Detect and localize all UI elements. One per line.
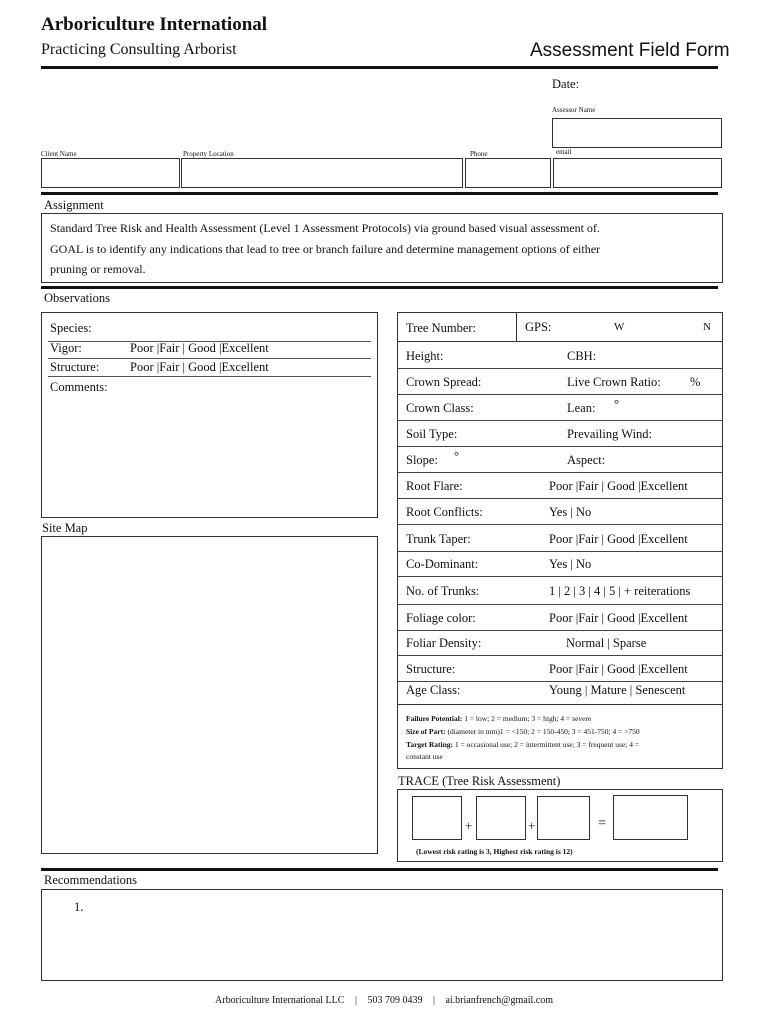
row-crown-spread [398, 369, 722, 395]
co-dominant-options[interactable]: Yes | No [549, 557, 592, 571]
crown-class-label: Crown Class: [406, 401, 474, 415]
trunk-taper-label: Trunk Taper: [406, 532, 471, 546]
assessor-label: Assessor Name [552, 106, 596, 114]
tree-structure-label: Structure: [406, 662, 456, 676]
row-foliar-density [398, 631, 722, 656]
target-rating-text: 1 = occasional use; 2 = intermittent use; 3 = frequent use; 4 = [454, 740, 640, 749]
assignment-line-3: pruning or removal. [50, 262, 146, 276]
client-label: Client Name [41, 150, 77, 158]
structure-label: Structure: [50, 360, 100, 374]
slope-label: Slope: [406, 453, 438, 467]
structure-options[interactable]: Poor |Fair | Good |Excellent [130, 360, 269, 374]
trace-input-3[interactable] [537, 796, 590, 840]
target-rating-line [406, 740, 639, 749]
footer-email[interactable]: ai.brianfrench@gmail.com [445, 995, 553, 1006]
date-label: Date: [552, 77, 580, 91]
divider-assignment [41, 192, 718, 195]
row-trunks [398, 577, 722, 605]
structure-underline [48, 376, 371, 377]
recommendations-box[interactable] [41, 889, 723, 981]
phone-field[interactable] [465, 158, 551, 188]
root-conflicts-label: Root Conflicts: [406, 505, 483, 519]
vigor-options[interactable]: Poor |Fair | Good |Excellent [130, 341, 269, 355]
observations-heading: Observations [44, 291, 110, 305]
trace-input-2[interactable] [476, 796, 526, 840]
row-root-flare [398, 473, 722, 499]
email-field[interactable] [553, 158, 722, 188]
tree-structure-options[interactable]: Poor |Fair | Good |Excellent [549, 662, 688, 676]
site-map-box[interactable] [41, 536, 378, 854]
header-divider [41, 66, 718, 69]
foliage-color-label: Foliage color: [406, 611, 476, 625]
footer-phone: 503 709 0439 [367, 995, 423, 1006]
assignment-line-1: Standard Tree Risk and Health Assessment (Level 1 Assessment Protocols) via ground based visual assessment of. [50, 221, 600, 235]
footer-separator-2: | [432, 995, 435, 1006]
footer [0, 995, 768, 1006]
trunks-options[interactable]: 1 | 2 | 3 | 4 | 5 | + reiterations [549, 584, 691, 598]
client-name-field[interactable] [41, 158, 180, 188]
foliar-density-label: Foliar Density: [406, 636, 482, 650]
form-title: Assessment Field Form [530, 40, 730, 61]
trace-equals: = [598, 816, 606, 831]
species-label: Species: [50, 321, 92, 335]
property-location-field[interactable] [181, 158, 463, 188]
vigor-label: Vigor: [50, 341, 82, 355]
assignment-box [41, 213, 723, 283]
row-co-dominant [398, 552, 722, 577]
divider-observations [41, 286, 718, 289]
root-flare-label: Root Flare: [406, 479, 463, 493]
gps-n-label: N [703, 321, 711, 333]
trunk-taper-options[interactable]: Poor |Fair | Good |Excellent [549, 532, 688, 546]
live-crown-ratio-label: Live Crown Ratio: [567, 375, 661, 389]
crown-spread-label: Crown Spread: [406, 375, 482, 389]
foliage-color-options[interactable]: Poor |Fair | Good |Excellent [549, 611, 688, 625]
trace-heading: TRACE (Tree Risk Assessment) [398, 774, 561, 788]
height-label: Height: [406, 349, 444, 363]
lean-degree: ° [614, 397, 619, 411]
row-soil-type [398, 421, 722, 447]
vigor-underline [48, 358, 371, 359]
size-of-part-label: Size of Part: [406, 727, 446, 736]
foliar-density-options[interactable]: Normal | Sparse [566, 636, 647, 650]
cbh-label: CBH: [567, 349, 597, 363]
phone-label: Phone [470, 150, 488, 158]
row-root-conflicts [398, 499, 722, 525]
row-age-class [398, 682, 722, 705]
trace-total[interactable] [613, 795, 688, 840]
trace-box [397, 789, 723, 862]
age-class-label: Age Class: [406, 683, 461, 697]
target-rating-text-2: constant use [406, 752, 443, 761]
divider-recommendations [41, 868, 718, 871]
recommendation-item-1: 1. [74, 900, 84, 914]
co-dominant-label: Co-Dominant: [406, 557, 479, 571]
company-subtitle: Practicing Consulting Arborist [41, 41, 237, 58]
tree-details-box [397, 342, 723, 705]
company-name: Arboriculture International [41, 14, 268, 35]
assessor-name-field[interactable] [552, 118, 722, 148]
slope-degree: ° [454, 449, 459, 463]
row-foliage-color [398, 605, 722, 631]
size-of-part-text: (diameter in mm)1 = <150; 2 = 150-450; 3 = 451-750; 4 = >750 [447, 727, 640, 736]
footer-separator-1: | [354, 995, 357, 1006]
gps-label: GPS: [525, 320, 552, 334]
tree-number-label: Tree Number: [406, 321, 477, 335]
footer-company: Arboriculture International LLC [215, 995, 345, 1006]
row-structure [398, 656, 722, 682]
site-map-heading: Site Map [42, 521, 88, 535]
failure-potential-label: Failure Potential: [406, 714, 463, 723]
property-label: Property Location [183, 150, 234, 158]
size-of-part-line [406, 727, 640, 736]
soil-type-label: Soil Type: [406, 427, 458, 441]
percent-sign: % [690, 375, 701, 389]
prevailing-wind-label: Prevailing Wind: [567, 427, 653, 441]
aspect-label: Aspect: [567, 453, 606, 467]
tree-number-divider [516, 313, 517, 341]
observations-box [41, 312, 378, 518]
comments-label: Comments: [50, 380, 108, 394]
trunks-label: No. of Trunks: [406, 584, 480, 598]
recommendations-heading: Recommendations [44, 873, 138, 887]
trace-input-1[interactable] [412, 796, 462, 840]
root-flare-options[interactable]: Poor |Fair | Good |Excellent [549, 479, 688, 493]
trace-note: (Lowest risk rating is 3, Highest risk rating is 12) [416, 847, 573, 856]
email-label: email [556, 148, 572, 156]
trace-plus-1: + [465, 818, 473, 833]
row-slope [398, 447, 722, 473]
tree-number-box [397, 312, 723, 342]
lean-label: Lean: [567, 401, 596, 415]
failure-potential-line [406, 714, 591, 723]
row-crown-class [398, 395, 722, 421]
failure-potential-text: 1 = low; 2 = medium; 3 = high; 4 = severe [464, 714, 592, 723]
target-rating-label: Target Rating: [406, 740, 454, 749]
assignment-line-2: GOAL is to identify any indications that lead to tree or branch failure and determine management options of either [50, 242, 601, 256]
trace-plus-2: + [528, 818, 536, 833]
gps-w-label: W [614, 321, 625, 333]
assignment-heading: Assignment [44, 198, 104, 212]
row-trunk-taper [398, 525, 722, 552]
rating-legend-box [397, 705, 723, 769]
age-class-options[interactable]: Young | Mature | Senescent [549, 683, 686, 697]
row-height [398, 342, 722, 369]
root-conflicts-options[interactable]: Yes | No [549, 505, 592, 519]
